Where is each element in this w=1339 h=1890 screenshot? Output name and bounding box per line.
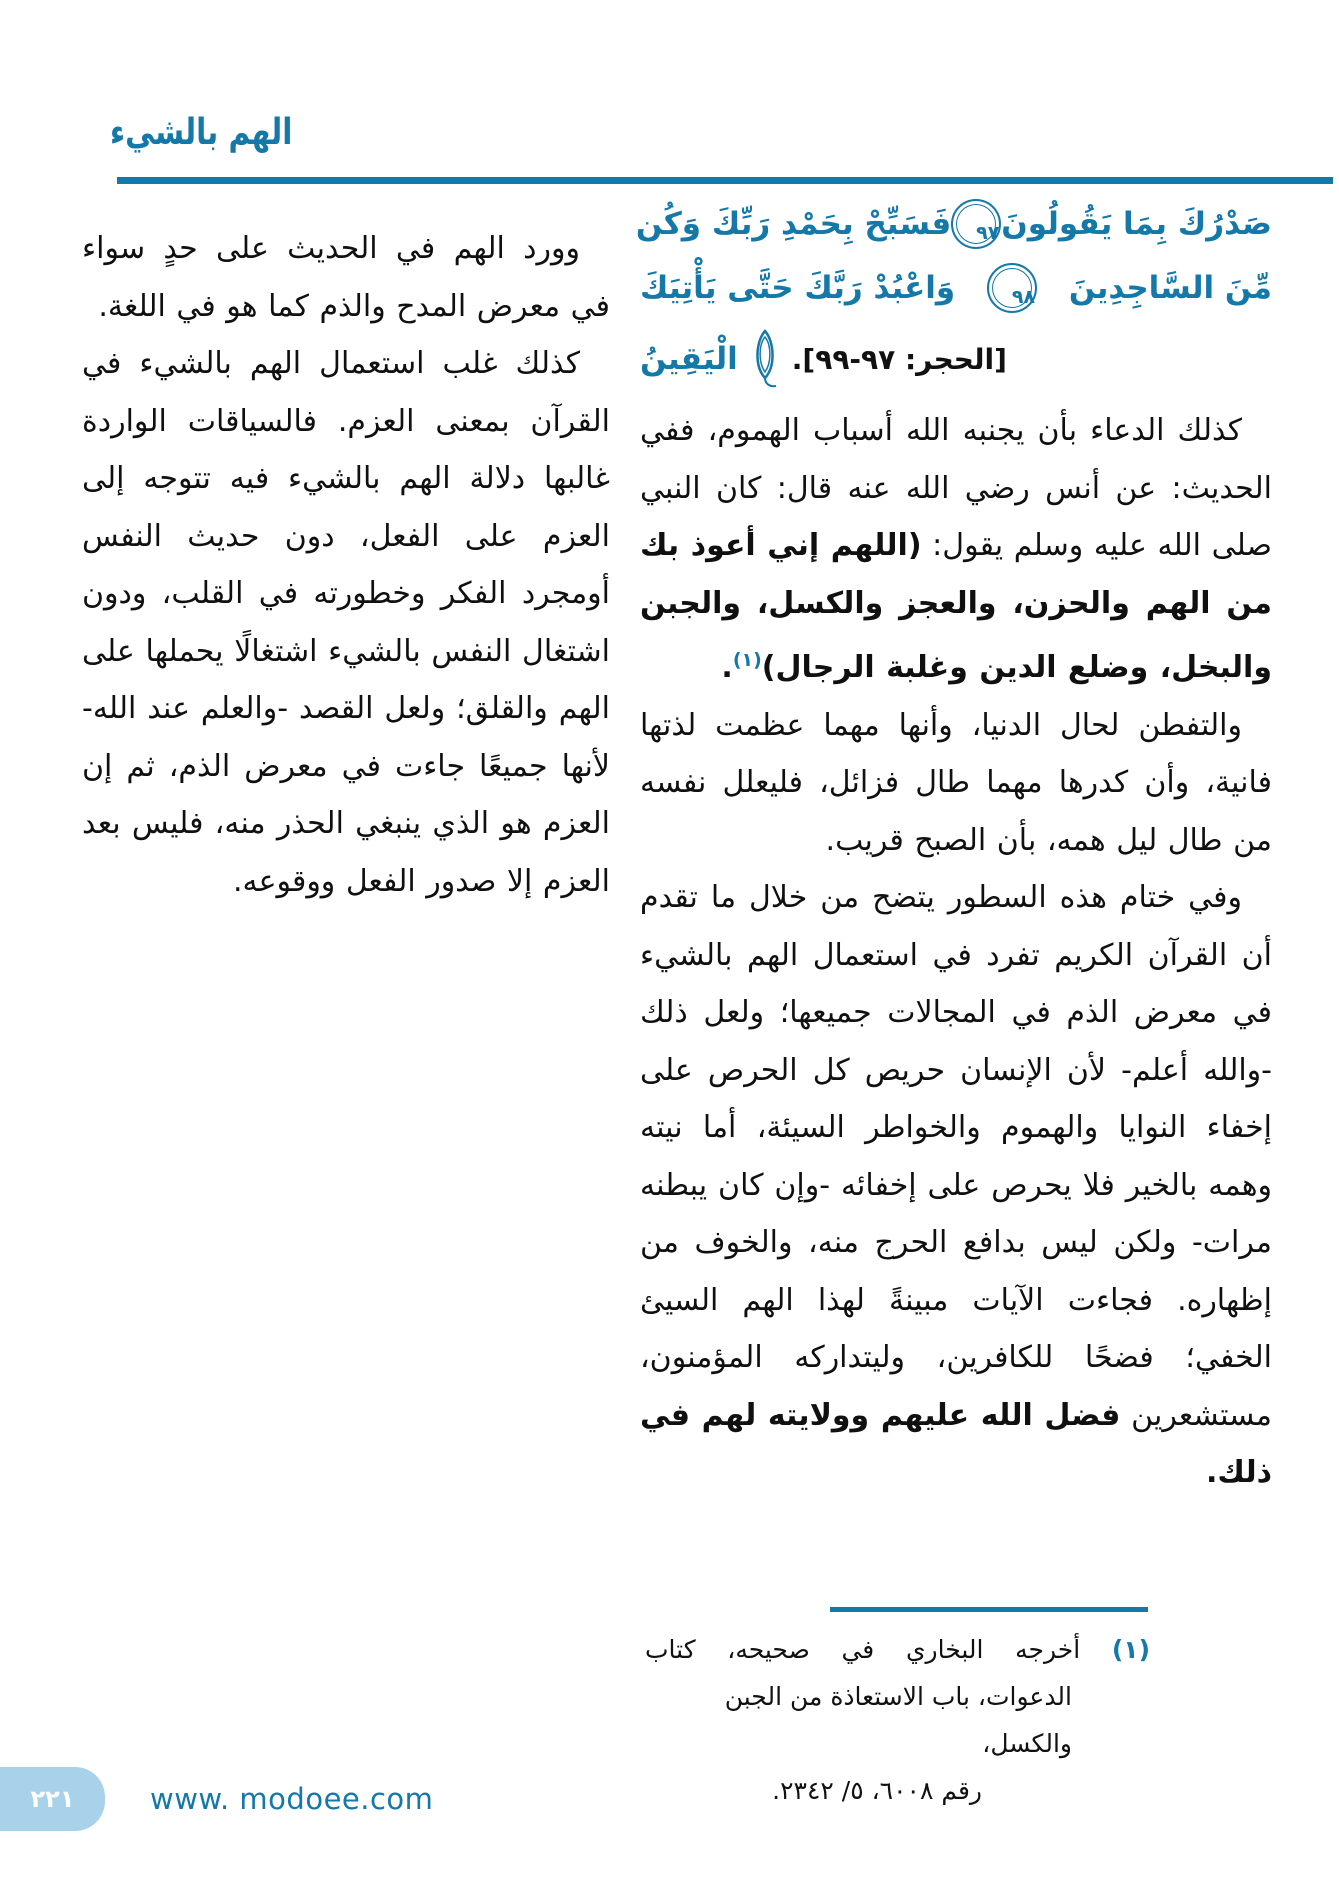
header-divider [117, 177, 1333, 184]
footnote-line-2: الدعوات، باب الاستعاذة من الجبن والكسل، [724, 1682, 1072, 1758]
right-column-body [640, 402, 1272, 1502]
footnote-divider [830, 1607, 1148, 1612]
right-column [635, 192, 1272, 1502]
page-title: الهم بالشيء [110, 112, 293, 153]
page-number-tab [0, 1767, 105, 1831]
surah-reference: [الحجر: ٩٧-٩٩]. [791, 342, 1007, 376]
ayah-number-badge: ٩٨ [987, 263, 1037, 313]
quote-end-ornament-icon [748, 328, 782, 390]
paragraph: والتفطن لحال الدنيا، وأنها مهما عظمت لذتها فانية، وأن كدرها مهما طال فزائل، فليعلل نفسه من طال ليل همه، بأن الصبح قريب. [640, 707, 1272, 858]
quran-verse-line-1: صَدْرُكَ بِمَا يَقُولُونَ ٩٧ فَسَبِّحْ بِحَمْدِ رَبِّكَ وَكُن [640, 192, 1272, 256]
paragraph: كذلك غلب استعمال الهم بالشيء في القرآن بمعنى العزم. فالسياقات الواردة غالبها دلالة الهم بالشيء فيه تتوجه إلى العزم على الفعل، دون حديث النفس أومجرد الفكر وخطورته في القلب، ودون اشتغال النفس بالشيء اشتغالًا يحملها على الهم والقلق؛ ولعل القصد -والعلم عند الله- لأنها جميعًا جاءت في معرض الذم، ثم إن العزم هو الذي ينبغي الحذر منه، فليس بعد العزم إلا صدور الفعل ووقوعه. [82, 346, 610, 899]
quran-verse-line-2: مِّنَ السَّاجِدِينَ ٩٨ وَاعْبُدْ رَبَّكَ حَتَّى يَأْتِيَكَ [640, 256, 1272, 320]
website-url: www. modoee.com [150, 1782, 434, 1816]
quran-reference-line [640, 326, 1272, 392]
footnote-line-3: رقم ٦٠٠٨، ٥/ ٢٣٤٢. [772, 1776, 982, 1805]
paragraph: وفي ختام هذه السطور يتضح من خلال ما تقدم أن القرآن الكريم تفرد في استعمال الهم بالشيء في معرض الذم في المجالات جميعها؛ ولعل ذلك -والله أعلم- لأن الإنسان حريص كل الحرص على إخفاء النوايا والهموم والخواطر السيئة، أما نيته وهمه بالخير فلا يحرص على إخفائه -وإن كان يبطنه مرات- ولكن ليس بدافع الحرج منه، والخوف من إظهاره. فجاءت الآيات مبينةً لهذا الهم السيئ الخفي؛ فضحًا للكافرين، وليتداركه المؤمنون، مستشعرين فضل الله عليهم وولايته لهم في ذلك. [640, 880, 1272, 1490]
left-column [82, 220, 610, 910]
footnote [645, 1626, 1150, 1814]
paragraph: وورد الهم في الحديث على حدٍ سواء في معرض المدح والذم كما هو في اللغة. [82, 231, 610, 324]
paragraph: كذلك الدعاء بأن يجنبه الله أسباب الهموم، ففي الحديث: عن أنس رضي الله عنه قال: كان النبي صلى الله عليه وسلم يقول: (اللهم إني أعوذ بك من الهم والحزن، والعجز والكسل، والجبن والبخل، وضلع الدين وغلبة الرجال)$^{(١)}$. [640, 413, 1272, 685]
footnote-line-1: (١) أخرجه البخاري في صحيحه، كتاب [645, 1635, 1150, 1664]
page-number: ٢٢١ [30, 1785, 75, 1813]
footnote-marker: (١) [1111, 1635, 1150, 1664]
ayah-number-badge: ٩٧ [951, 199, 1001, 249]
quran-last-word: الْيَقِينُ [640, 341, 738, 377]
